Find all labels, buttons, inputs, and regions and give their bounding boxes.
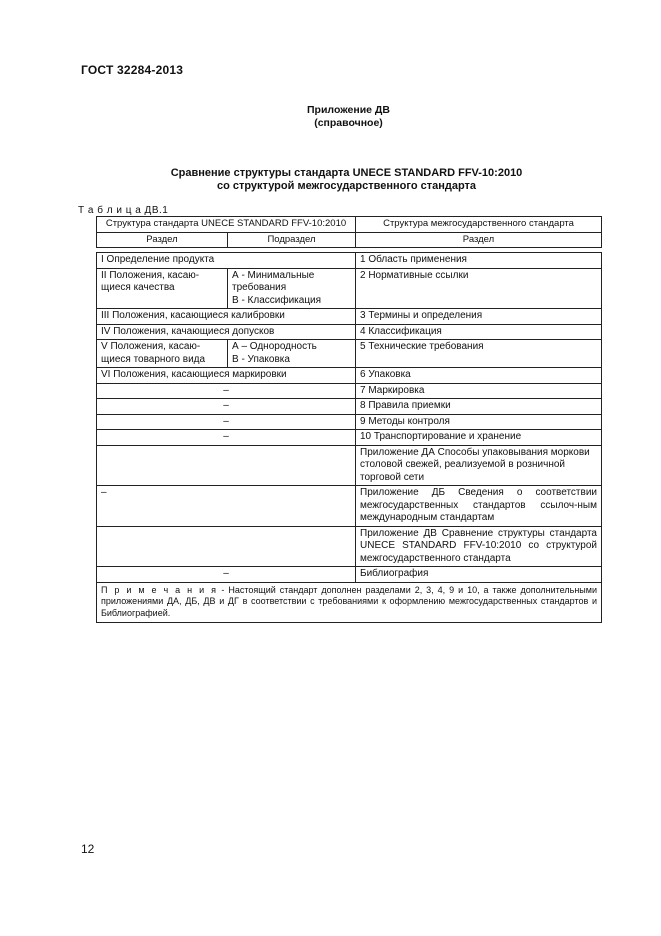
left-cell: –	[97, 430, 356, 446]
left-cell	[97, 445, 356, 486]
left-cell: –	[97, 414, 356, 430]
table-row	[97, 430, 602, 446]
right-cell: 4 Классификация	[356, 324, 602, 340]
table-row	[97, 486, 602, 527]
table-subheader-row	[97, 232, 602, 248]
right-cell: 10 Транспортирование и хранение	[356, 430, 602, 446]
right-cell: 2 Нормативные ссылки	[356, 268, 602, 309]
header-right-section: Раздел	[356, 232, 602, 248]
left-cell: –	[97, 383, 356, 399]
appendix-title: Приложение ДВ	[307, 104, 390, 116]
table-row	[97, 399, 602, 415]
left-cell: –	[97, 486, 356, 527]
right-cell: Приложение ДБ Сведения о соответствии межгосударственных стандартов ссылоч-ным международным стандартам	[356, 486, 602, 527]
table-row	[97, 368, 602, 384]
table-header-row	[97, 217, 602, 233]
right-cell: Библиография	[356, 567, 602, 583]
table-row	[97, 324, 602, 340]
right-cell: Приложение ДВ Сравнение структуры стандарта UNECE STANDARD FFV-10:2010 со структурой межгосударственного стандарта	[356, 526, 602, 567]
left-cell	[97, 526, 356, 567]
structure-comparison-table	[96, 216, 602, 623]
table-row	[97, 414, 602, 430]
header-section: Раздел	[97, 232, 228, 248]
right-cell: 7 Маркировка	[356, 383, 602, 399]
header-subsection: Подраздел	[228, 232, 356, 248]
table-note	[97, 582, 602, 623]
right-cell: 5 Технические требования	[356, 340, 602, 368]
table-row	[97, 268, 602, 309]
table-row	[97, 383, 602, 399]
table-row	[97, 253, 602, 269]
subsection-cell: А – Однородность В - Упаковка	[228, 340, 356, 368]
right-cell: 9 Методы контроля	[356, 414, 602, 430]
table-row	[97, 340, 602, 368]
table-row	[97, 445, 602, 486]
header-left-group: Структура стандарта UNECE STANDARD FFV-10:2010	[97, 217, 356, 233]
page-number: 12	[81, 842, 95, 856]
right-cell: 3 Термины и определения	[356, 309, 602, 325]
comparison-title-line1: Сравнение структуры стандарта UNECE STANDARD FFV-10:2010	[170, 167, 523, 179]
left-cell: VI Положения, касающиеся маркировки	[97, 368, 356, 384]
left-cell: I Определение продукта	[97, 253, 356, 269]
subsection-cell: А - Минимальные требования В - Классификация	[228, 268, 356, 309]
right-cell: 8 Правила приемки	[356, 399, 602, 415]
table-note-row	[97, 582, 602, 623]
left-cell: II Положения, касаю-щиеся качества	[97, 268, 228, 309]
comparison-title-line2: со структурой межгосударственного стандарта	[216, 180, 477, 192]
left-cell: –	[97, 399, 356, 415]
appendix-subtitle: (справочное)	[314, 117, 383, 129]
document-code: ГОСТ 32284-2013	[81, 63, 184, 77]
right-cell: 1 Область применения	[356, 253, 602, 269]
note-label: П р и м е ч а н и я	[101, 584, 218, 595]
left-cell: V Положения, касаю-щиеся товарного вида	[97, 340, 228, 368]
table-row	[97, 567, 602, 583]
right-cell: Приложение ДА Способы упаковывания моркови столовой свежей, реализуемой в розничной торговой сети	[356, 445, 602, 486]
table-caption: Т а б л и ц а ДВ.1	[78, 205, 169, 216]
header-right-group: Структура межгосударственного стандарта	[356, 217, 602, 233]
left-cell: IV Положения, качающиеся допусков	[97, 324, 356, 340]
left-cell: III Положения, касающиеся калибровки	[97, 309, 356, 325]
table-row	[97, 526, 602, 567]
left-cell: –	[97, 567, 356, 583]
table-row	[97, 309, 602, 325]
note-text: - Настоящий стандарт дополнен разделами 2, 3, 4, 9 и 10, а также дополнительными приложениями ДА, ДБ, ДВ и ДГ в соответствии с требованиями к оформлению межгосударственных стандартов и Библиографией.	[101, 584, 597, 618]
right-cell: 6 Упаковка	[356, 368, 602, 384]
